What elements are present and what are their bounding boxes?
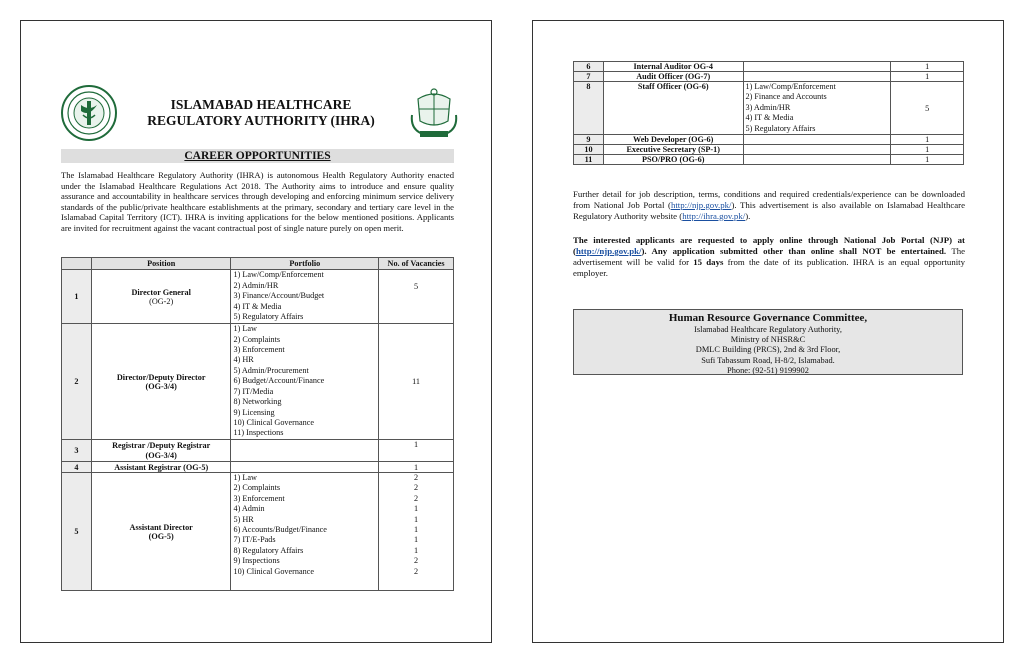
portfolio-item: 9) Inspections bbox=[233, 556, 280, 566]
ihra-seal-icon bbox=[61, 85, 117, 141]
portfolio-item: 11) Inspections bbox=[233, 428, 284, 438]
vacancy-cell: 1 bbox=[891, 72, 964, 82]
row-number: 7 bbox=[574, 72, 604, 82]
portfolio-item: 3) Enforcement bbox=[233, 493, 285, 503]
contact-line: Ministry of NHSR&C bbox=[730, 335, 806, 345]
position-title: Registrar /Deputy Registrar bbox=[112, 440, 211, 450]
row-number: 11 bbox=[574, 155, 604, 165]
portfolio-cell bbox=[231, 270, 379, 324]
position-grade: (OG-2) bbox=[149, 296, 174, 306]
pakistan-emblem-icon bbox=[406, 85, 462, 141]
portfolio-item: 4) Admin bbox=[233, 504, 265, 514]
portfolio-item: 7) IT/E-Pads bbox=[233, 535, 276, 545]
row-number: 4 bbox=[62, 462, 92, 473]
table-row bbox=[62, 440, 454, 462]
contact-line: DMLC Building (PRCS), 2nd & 3rd Floor, bbox=[695, 345, 841, 355]
portfolio-cell bbox=[743, 145, 891, 155]
vacancy-cell: 1 bbox=[379, 440, 454, 462]
position-grade: (OG-5) bbox=[148, 531, 174, 541]
position-cell bbox=[91, 270, 231, 324]
portfolio-cell bbox=[231, 440, 379, 462]
page-two bbox=[532, 20, 1004, 643]
portfolio-item: 6) Accounts/Budget/Finance bbox=[233, 525, 327, 535]
organization-name bbox=[121, 97, 401, 129]
header-vacancies: No. of Vacancies bbox=[379, 258, 454, 270]
table-row bbox=[62, 462, 454, 473]
portfolio-cell bbox=[231, 324, 379, 440]
details-paragraph bbox=[573, 189, 965, 222]
position-cell bbox=[91, 324, 231, 440]
validity-text: The advertisement will be valid for bbox=[573, 246, 965, 267]
vacancy-count: 1 bbox=[414, 545, 419, 555]
vacancy-cell: 1 bbox=[891, 62, 964, 72]
portfolio-item: 1) Law bbox=[233, 473, 257, 482]
org-line-2: REGULATORY AUTHORITY (IHRA) bbox=[147, 113, 375, 128]
portfolio-item: 4) IT & Media bbox=[233, 301, 282, 311]
position-cell bbox=[91, 440, 231, 462]
table-row bbox=[62, 324, 454, 440]
portfolio-cell bbox=[231, 462, 379, 473]
portfolio-item: 8) Networking bbox=[233, 397, 282, 407]
position-title: Assistant Registrar (OG-5) bbox=[91, 462, 231, 473]
vacancy-cell: 5 bbox=[891, 82, 964, 135]
vacancy-cell: 5 bbox=[379, 270, 454, 324]
portfolio-cell bbox=[231, 473, 379, 591]
vacancy-cell: 1 bbox=[891, 145, 964, 155]
portfolio-item: 1) Law/Comp/Enforcement bbox=[745, 82, 836, 91]
table-header-row bbox=[62, 258, 454, 270]
portfolio-item: 5) Regulatory Affairs bbox=[745, 123, 816, 133]
row-number: 2 bbox=[62, 324, 92, 440]
contact-line: Islamabad Healthcare Regulatory Authority, bbox=[694, 325, 842, 334]
row-number: 3 bbox=[62, 440, 92, 462]
section-title-band bbox=[61, 149, 454, 163]
header-portfolio: Portfolio bbox=[231, 258, 379, 270]
vacancy-list-cell bbox=[379, 473, 454, 591]
position-grade: (OG-3/4) bbox=[145, 381, 177, 391]
njp-apply-link[interactable]: http://njp.gov.pk/ bbox=[575, 246, 642, 256]
vacancy-count: 2 bbox=[414, 556, 419, 566]
vacancy-count: 1 bbox=[414, 535, 419, 545]
position-title: Director/Deputy Director bbox=[116, 372, 206, 382]
portfolio-item: 3) Finance/Account/Budget bbox=[233, 291, 325, 301]
table-row bbox=[574, 82, 964, 135]
portfolio-cell bbox=[743, 62, 891, 72]
portfolio-item: 4) HR bbox=[233, 355, 254, 365]
apply-instruction: The interested applicants are requested to apply online through National Job Portal (NJP) at ( bbox=[573, 235, 965, 256]
validity-days: 15 days bbox=[693, 257, 724, 267]
row-number: 1 bbox=[62, 270, 92, 324]
portfolio-item: 5) HR bbox=[233, 514, 254, 524]
portfolio-item: 2) Admin/HR bbox=[233, 280, 279, 290]
row-number: 6 bbox=[574, 62, 604, 72]
vacancy-count: 2 bbox=[414, 473, 419, 482]
validity-text: from the date of its publication. IHRA is an equal opportunity employer. bbox=[573, 257, 966, 278]
section-title: CAREER OPPORTUNITIES bbox=[184, 150, 331, 162]
portfolio-item: 3) Admin/HR bbox=[745, 102, 791, 112]
portfolio-item: 3) Enforcement bbox=[233, 345, 285, 355]
portfolio-item: 2) Complaints bbox=[233, 334, 281, 344]
position-title: Internal Auditor OG-4 bbox=[603, 62, 743, 72]
vacancy-cell: 1 bbox=[379, 462, 454, 473]
details-text: ). bbox=[745, 211, 751, 221]
portfolio-cell bbox=[743, 155, 891, 165]
portfolio-cell bbox=[743, 72, 891, 82]
portfolio-cell bbox=[743, 82, 891, 135]
details-text: Further detail for job description, terms, conditions and required credentials/experience can be downloaded from National Job Portal ( bbox=[573, 189, 965, 210]
portfolio-item: 1) Law/Comp/Enforcement bbox=[233, 270, 324, 280]
table-row bbox=[574, 72, 964, 82]
vacancy-count: 2 bbox=[414, 493, 419, 503]
apply-paragraph bbox=[573, 235, 965, 279]
contact-box bbox=[573, 309, 963, 375]
vacancy-cell: 1 bbox=[891, 155, 964, 165]
portfolio-item: 6) Budget/Account/Finance bbox=[233, 376, 325, 386]
row-number: 5 bbox=[62, 473, 92, 591]
vacancy-count: 1 bbox=[414, 525, 419, 535]
position-title: Web Developer (OG-6) bbox=[603, 135, 743, 145]
position-title: PSO/PRO (OG-6) bbox=[603, 155, 743, 165]
vacancy-cell: 1 bbox=[891, 135, 964, 145]
position-title: Executive Secretary (SP-1) bbox=[603, 145, 743, 155]
details-text: ). This advertisement is also available on Islamabad Healthcare Regulatory Authority website ( bbox=[573, 200, 965, 221]
positions-table bbox=[61, 257, 454, 591]
row-number: 9 bbox=[574, 135, 604, 145]
vacancy-count: 1 bbox=[414, 504, 419, 514]
vacancy-count: 2 bbox=[414, 483, 419, 493]
position-title: Staff Officer (OG-6) bbox=[603, 82, 743, 135]
ihra-link[interactable]: http://ihra.gov.pk/ bbox=[682, 211, 746, 221]
header-no bbox=[62, 258, 92, 270]
portfolio-item: 8) Regulatory Affairs bbox=[233, 545, 304, 555]
njp-link[interactable]: http://njp.gov.pk/ bbox=[670, 200, 732, 210]
contact-line: Sufi Tabassum Road, H-8/2, Islamabad. bbox=[701, 355, 835, 365]
table-row bbox=[62, 270, 454, 324]
intro-paragraph: The Islamabad Healthcare Regulatory Authority (IHRA) is autonomous Health Regulatory Authority enacted under the Islamabad Healthcare Regulations Act 2018. The Authority aims to introduce and ensure quality assurance and accountability in healthcare services through developing and enforcing minimum service delivery standards of the public/private healthcare establishments at the primary, secondary and tertiary care level in the Islamabad Capital Territory (ICT). IHRA is inviting applications for the below mentioned positions. Applicants are invited for recruitment against the vacant contractual post of single nature purely on open merit. bbox=[61, 170, 454, 233]
apply-warning: ). Any application submitted other than online shall NOT be entertained. bbox=[641, 246, 947, 256]
portfolio-item: 1) Law bbox=[233, 324, 257, 334]
position-grade: (OG-3/4) bbox=[145, 450, 177, 460]
portfolio-item: 10) Clinical Governance bbox=[233, 417, 314, 427]
table-row bbox=[574, 155, 964, 165]
contact-title: Human Resource Governance Committee, bbox=[668, 312, 868, 324]
portfolio-item: 5) Regulatory Affairs bbox=[233, 312, 304, 322]
position-title: Director General bbox=[131, 287, 191, 297]
vacancy-count: 1 bbox=[414, 514, 419, 524]
portfolio-item: 10) Clinical Governance bbox=[233, 566, 314, 576]
org-line-1: ISLAMABAD HEALTHCARE bbox=[170, 97, 352, 112]
portfolio-item: 4) IT & Media bbox=[745, 113, 794, 123]
table-row bbox=[574, 145, 964, 155]
table-row bbox=[574, 135, 964, 145]
positions-table-continued bbox=[573, 61, 964, 165]
position-cell bbox=[91, 473, 231, 591]
row-number: 8 bbox=[574, 82, 604, 135]
vacancy-cell: 11 bbox=[379, 324, 454, 440]
portfolio-item: 2) Finance and Accounts bbox=[745, 92, 827, 102]
table-row bbox=[574, 62, 964, 72]
contact-phone: Phone: (92-51) 9199902 bbox=[727, 365, 809, 375]
header-position: Position bbox=[91, 258, 231, 270]
portfolio-item: 7) IT/Media bbox=[233, 386, 274, 396]
vacancy-count: 2 bbox=[414, 566, 419, 576]
portfolio-item: 5) Admin/Procurement bbox=[233, 365, 309, 375]
position-title: Assistant Director bbox=[129, 522, 193, 532]
table-row bbox=[62, 473, 454, 591]
page-one bbox=[20, 20, 492, 643]
portfolio-cell bbox=[743, 135, 891, 145]
portfolio-item: 9) Licensing bbox=[233, 407, 275, 417]
portfolio-item: 2) Complaints bbox=[233, 483, 281, 493]
position-title: Audit Officer (OG-7) bbox=[603, 72, 743, 82]
row-number: 10 bbox=[574, 145, 604, 155]
